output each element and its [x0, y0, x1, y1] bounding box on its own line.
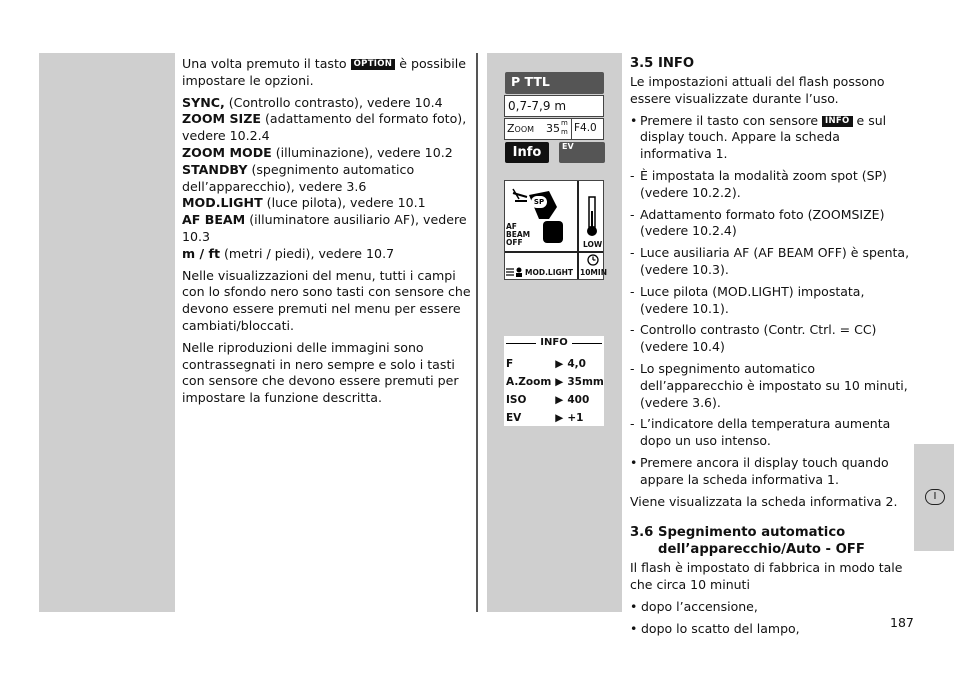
right-column	[630, 55, 912, 643]
option-item: ZOOM MODE (illuminazione), vedere 10.2	[182, 144, 453, 160]
info-card-title: INFO	[504, 336, 604, 350]
sp-label: SP	[531, 196, 547, 208]
modlight-label: MOD.LIGHT	[525, 268, 574, 277]
menu-fields-paragraph: Nelle visualizzazioni del menu, tutti i campi con lo sfondo nero sono tasti con sensore che devono essere premuti nel menu per essere cambiati/bloccati.	[182, 267, 471, 333]
zoom-label: Zoom	[507, 122, 535, 135]
standby-label: 10MIN	[580, 268, 607, 277]
info-key-icon: INFO	[822, 116, 853, 127]
thermometer-icon	[585, 195, 599, 237]
info-row: F ▶ 4,0	[506, 358, 586, 370]
info-table	[504, 355, 606, 427]
info-intro: Le impostazioni attuali del flash possono essere visualizzate durante l’uso.	[630, 74, 885, 106]
range-display: 0,7-7,9 m	[504, 95, 604, 117]
section-heading-3-5: 3.5 INFO	[630, 56, 695, 71]
zoom-value: 35	[546, 122, 560, 135]
info-card-2	[504, 336, 604, 426]
bullet-item: • dopo lo scatto del lampo,	[630, 620, 800, 636]
option-item: AF BEAM (illuminatore ausiliario AF), vedere 10.3	[182, 212, 467, 244]
bullet-item: • dopo l’accensione,	[630, 598, 758, 614]
info-row: ISO ▶ 400	[506, 394, 590, 406]
temperature-label: LOW	[583, 240, 603, 249]
mode-display-button[interactable]: P TTL	[505, 72, 604, 94]
info-row: EV ▶ +1	[506, 412, 584, 424]
zoom-unit-top: m	[561, 119, 568, 127]
touch-keys-paragraph: Nelle riproduzioni delle immagini sono contrassegnati in nero sempre e solo i tasti con sensore che devono essere premuti per impostare la funzione descritta.	[182, 339, 459, 406]
modlight-icon	[506, 267, 524, 277]
info-button[interactable]: Info	[505, 142, 549, 163]
option-item: STANDBY (spegnimento automatico dell’apparecchio), vedere 3.6	[182, 161, 415, 194]
dash-item: - L’indicatore della temperatura aumenta dopo un uso intenso.	[630, 416, 891, 449]
dash-item: - Controllo contrasto (Contr. Ctrl. = CC) (vedere 10.4)	[630, 322, 877, 355]
info-card-note: Viene visualizzata la scheda informativa 2.	[630, 493, 898, 509]
options-list	[182, 95, 472, 263]
left-column	[182, 56, 472, 412]
option-item: ZOOM SIZE (adattamento del formato foto), vedere 10.2.4	[182, 111, 467, 144]
card-vertical-divider	[577, 181, 579, 279]
section-heading-3-6: 3.6 Spegnimento automatico dell’apparecchio/Auto - OFF	[630, 525, 865, 558]
auto-off-paragraph: Il flash è impostato di fabbrica in modo tale che circa 10 minuti	[630, 560, 903, 593]
af-beam-label: AF BEAM OFF	[506, 222, 531, 247]
option-item: m / ft (metri / piedi), vedere 10.7	[182, 245, 395, 261]
zoom-divider	[571, 119, 572, 139]
info-card-1	[504, 180, 607, 280]
ev-button[interactable]: EV	[559, 142, 605, 163]
column-divider	[476, 53, 478, 612]
bullet-item: • Premere ancora il display touch quando appare la scheda informativa 1.	[630, 454, 889, 487]
dash-item: - Luce pilota (MOD.LIGHT) impostata, (vedere 10.1).	[630, 283, 865, 316]
side-tab	[914, 444, 954, 551]
intro-paragraph: Una volta premuto il tasto OPTION è possibile impostare le opzioni.	[182, 56, 467, 88]
zoom-unit-bottom: m	[561, 128, 568, 136]
aperture-value: F4.0	[574, 122, 597, 134]
dash-item: - Luce ausiliaria AF (AF BEAM OFF) è spenta, (vedere 10.3).	[630, 245, 910, 277]
info-row: A.Zoom ▶ 35mm	[506, 376, 604, 388]
dash-item: - Lo spegnimento automatico dell’apparecchio è impostato su 10 minuti, (vedere 3.6).	[630, 360, 908, 410]
dash-item: - È impostata la modalità zoom spot (SP) (vedere 10.2.2).	[630, 167, 887, 200]
card-horizontal-divider	[505, 251, 603, 253]
option-key-icon: OPTION	[351, 59, 396, 70]
bullet-item: • Premere il tasto con sensore INFO e sul display touch. Appare la scheda informativa 1.	[630, 112, 887, 162]
zoom-display	[504, 118, 604, 140]
option-item: SYNC, (Controllo contrasto), vedere 10.4	[182, 94, 443, 110]
side-tab-label: I	[925, 489, 945, 505]
left-gray-bar	[39, 53, 175, 612]
option-item: MOD.LIGHT (luce pilota), vedere 10.1	[182, 195, 426, 211]
page-number: 187	[890, 615, 914, 630]
clock-icon	[587, 254, 599, 266]
dash-item: - Adattamento formato foto (ZOOMSIZE) (vedere 10.2.4)	[630, 206, 885, 239]
